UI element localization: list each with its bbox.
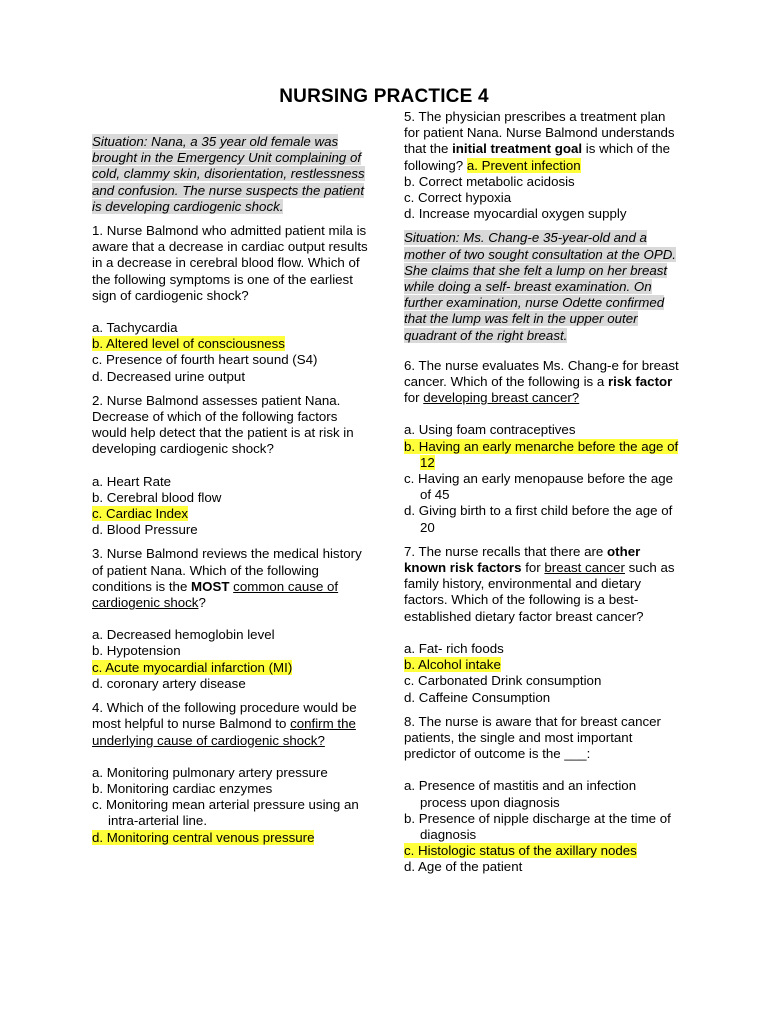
- question-text: 8. The nurse is aware that for breast cancer patients, the single and most important predictor of outcome is the ___:: [404, 713, 661, 762]
- question-5: [404, 109, 684, 222]
- option-d: d. Increase myocardial oxygen supply: [404, 206, 627, 222]
- question-emphasis: MOST: [191, 578, 230, 594]
- option-list: [92, 627, 372, 692]
- option-list: [404, 422, 684, 535]
- question-text-part: 4. Which of the following procedure would be most helpful to nurse Balmond to: [92, 700, 357, 732]
- option-c: c. Having an early menopause before the age of 45: [404, 471, 674, 503]
- highlighted-answer: b. Having an early menarche before the age of 12: [404, 438, 679, 470]
- option-a: a. Presence of mastitis and an infection process upon diagnosis: [404, 778, 637, 810]
- highlighted-answer: a. Prevent infection: [466, 157, 581, 173]
- highlighted-answer: d. Monitoring central venous pressure: [92, 829, 315, 845]
- question-underlined: breast cancer: [544, 560, 625, 576]
- option-list: [404, 778, 684, 875]
- right-column: [404, 109, 684, 876]
- question-2: [92, 393, 372, 539]
- question-8: [404, 714, 684, 876]
- highlighted-answer: c. Histologic status of the axillary nodes: [404, 843, 637, 859]
- question-underlined: common cause of cardiogenic shock: [92, 578, 339, 611]
- question-text-part: for: [521, 560, 545, 576]
- option-c: c. Carbonated Drink consumption: [404, 673, 602, 689]
- left-column: [92, 134, 372, 846]
- option-list: [92, 320, 372, 385]
- option-d: d. Blood Pressure: [92, 522, 198, 538]
- question-underlined: confirm the underlying cause of cardiogenic shock?: [92, 716, 356, 748]
- question-text: [404, 109, 684, 174]
- question-text-part: such as family history, environmental and dietary factors. Which of the following is a best-established dietary factor breast cancer?: [404, 560, 675, 624]
- question-6: [404, 358, 684, 536]
- question-text: 1. Nurse Balmond who admitted patient mila is aware that a decrease in cardiac output results in a decrease in cerebral blood flow. Which of the following symptoms is one of the earliest sign of cardiogenic shock?: [92, 223, 368, 303]
- question-text-part: 6. The nurse evaluates Ms. Chang-e for breast cancer. Which of the following is a: [404, 357, 679, 390]
- highlighted-answer: c. Cardiac Index: [92, 506, 189, 522]
- option-a: a. Using foam contraceptives: [404, 422, 576, 438]
- option-b: b. Correct metabolic acidosis: [404, 173, 575, 189]
- highlighted-answer: c. Acute myocardial infarction (MI): [92, 659, 293, 675]
- option-b: b. Cerebral blood flow: [92, 489, 222, 505]
- situation-text: Situation: Ms. Chang-e 35-year-old and a mother of two sought consultation at the OPD. She claims that she felt a lump on her breast while doing a self- breast examination. On further examination, nurse Odette confirmed that the lump was felt in the upper outer quadrant of the right breast.: [404, 230, 676, 343]
- option-b: b. Hypotension: [92, 643, 181, 659]
- question-emphasis: initial treatment goal: [452, 141, 583, 157]
- question-text: 2. Nurse Balmond assesses patient Nana. Decrease of which of the following factors would help detect that the patient is at risk in developing cardiogenic shock?: [92, 392, 354, 457]
- question-emphasis: risk factor: [608, 374, 673, 390]
- question-text-part: ?: [198, 595, 206, 611]
- option-a: a. Tachycardia: [92, 320, 178, 336]
- highlighted-answer: b. Altered level of consciousness: [92, 336, 285, 352]
- option-c-answer: [404, 843, 684, 859]
- option-c-answer: [92, 506, 372, 522]
- situation-nana: [92, 134, 372, 215]
- question-1: [92, 223, 372, 385]
- question-text-part: 3. Nurse Balmond reviews the medical history of patient Nana. Which of the following conditions is the: [92, 546, 362, 594]
- option-c-answer: [92, 660, 372, 676]
- option-b-answer: [92, 336, 372, 352]
- question-4: [92, 700, 372, 846]
- option-b-answer: [404, 657, 684, 673]
- option-list: [92, 765, 372, 846]
- option-c: c. Presence of fourth heart sound (S4): [92, 352, 318, 368]
- option-d: d. coronary artery disease: [92, 675, 246, 691]
- option-list: [404, 641, 684, 706]
- situation-chang-e: [404, 230, 684, 343]
- highlighted-answer: b. Alcohol intake: [404, 657, 501, 673]
- question-emphasis: other known risk factors: [404, 543, 641, 576]
- option-d: d. Decreased urine output: [92, 368, 246, 384]
- page-title: NURSING PRACTICE 4: [279, 86, 489, 107]
- option-list: [92, 474, 372, 539]
- question-text: [404, 358, 684, 407]
- question-text-part: 5. The physician prescribes a treatment plan for patient Nana. Nurse Balmond understands that the: [404, 109, 675, 157]
- situation-text: Situation: Nana, a 35 year old female was brought in the Emergency Unit complaining of cold, clammy skin, disorientation, restlessness and confusion. The nurse suspects the patient is developing cardiogenic shock.: [92, 134, 365, 214]
- option-a: a. Decreased hemoglobin level: [92, 627, 275, 643]
- option-c: c. Monitoring mean arterial pressure using an intra-arterial line.: [92, 797, 359, 829]
- option-d-answer: [92, 830, 372, 846]
- question-text-part: for: [404, 390, 424, 406]
- question-3: [92, 546, 372, 692]
- option-a: a. Heart Rate: [92, 473, 172, 489]
- option-b-answer: [404, 439, 684, 471]
- option-b: b. Presence of nipple discharge at the time of diagnosis: [404, 810, 671, 842]
- question-text-part: 7. The nurse recalls that there are: [404, 543, 608, 559]
- option-a: a. Monitoring pulmonary artery pressure: [92, 764, 328, 780]
- question-underlined: developing breast cancer?: [423, 390, 580, 406]
- option-d: d. Caffeine Consumption: [404, 689, 551, 705]
- question-text: [404, 544, 684, 625]
- option-b: b. Monitoring cardiac enzymes: [92, 780, 273, 796]
- option-c: c. Correct hypoxia: [404, 190, 512, 206]
- question-7: [404, 544, 684, 706]
- question-text-part: is which of the following?: [404, 141, 671, 173]
- option-list: [404, 174, 684, 223]
- option-d: d. Age of the patient: [404, 859, 523, 875]
- question-text: [92, 700, 372, 749]
- option-d: d. Giving birth to a first child before the age of 20: [404, 503, 673, 535]
- option-a: a. Fat- rich foods: [404, 640, 504, 656]
- question-text: [92, 546, 372, 611]
